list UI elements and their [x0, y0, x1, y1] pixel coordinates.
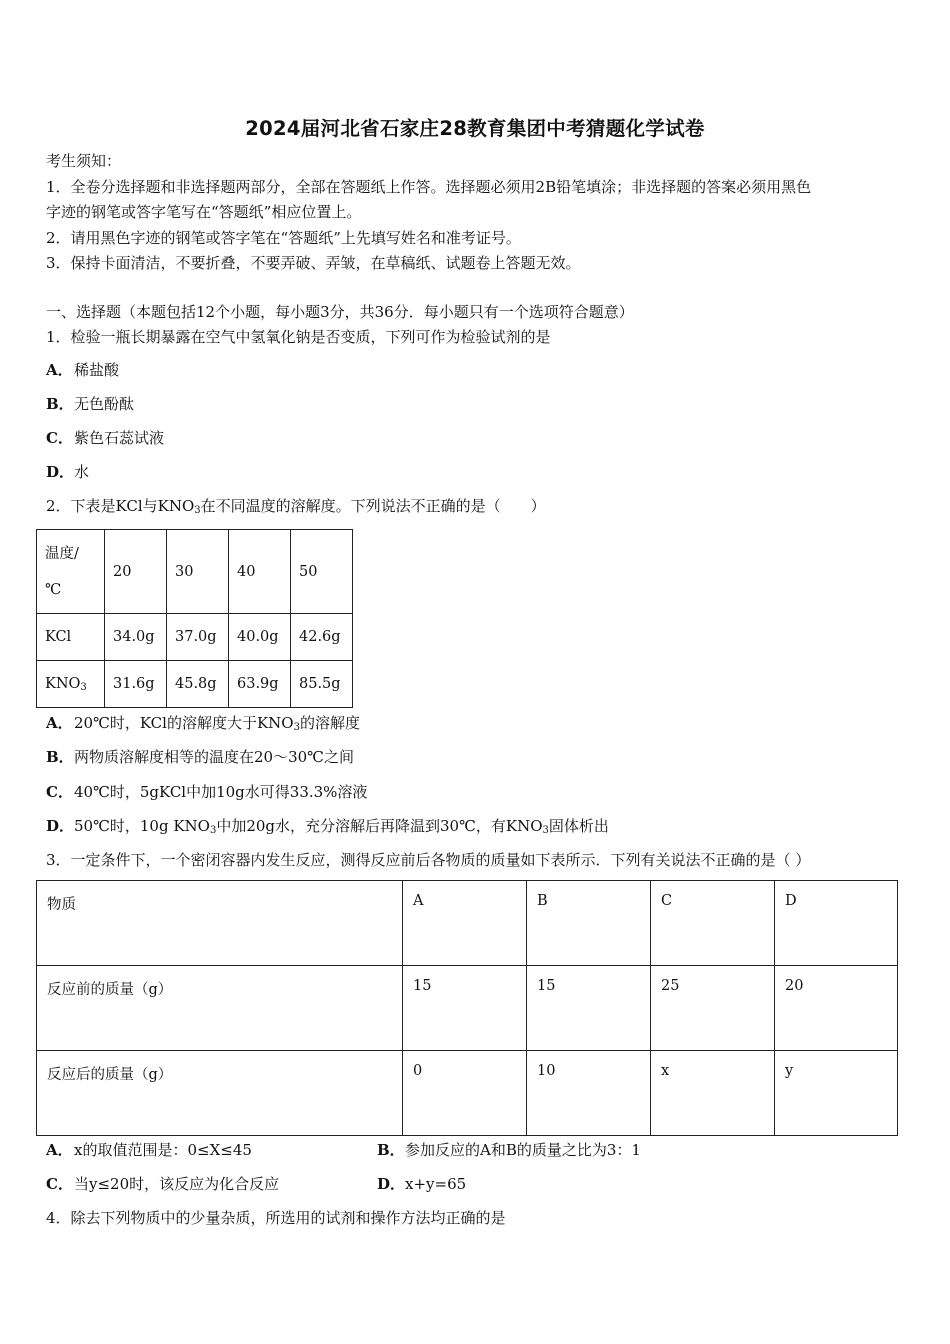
question-2-option-c	[46, 782, 367, 802]
table-row	[37, 1051, 898, 1136]
subscript: 3	[209, 825, 217, 836]
table-cell	[37, 661, 105, 708]
table-cell: 15	[403, 966, 527, 1051]
notice-item: 2．请用黑色字迹的钢笔或答字笔在“答题纸”上先填写姓名和准考证号。	[46, 229, 521, 247]
table-cell: 42.6g	[291, 614, 353, 661]
table-row	[37, 881, 898, 966]
table-cell: y	[775, 1051, 898, 1136]
table-cell: 20	[105, 530, 167, 614]
question-4-stem: 4．除去下列物质中的少量杂质，所选用的试剂和操作方法均正确的是	[46, 1209, 506, 1227]
question-1-option-c	[46, 428, 164, 448]
question-2-option-a	[46, 713, 360, 738]
table-cell: 25	[651, 966, 775, 1051]
option-text: 40℃时，5gKCl中加10g水可得33.3%溶液	[74, 783, 368, 801]
notice-item: 3．保持卡面清洁，不要折叠，不要弄破、弄皱，在草稿纸、试题卷上答题无效。	[46, 254, 581, 272]
option-label: D．	[46, 463, 75, 481]
option-text: 无色酚酞	[74, 395, 135, 413]
header-temp: 温度/	[45, 545, 79, 562]
question-2-stem	[46, 496, 546, 521]
table-cell: 反应后的质量（g）	[37, 1051, 403, 1136]
option-label: A．	[46, 1141, 73, 1159]
table-cell: 50	[291, 530, 353, 614]
question-3-option-a	[46, 1140, 252, 1160]
option-text: 紫色石蕊试液	[74, 429, 165, 447]
stem-part: 在不同温度的溶解度。下列说法不正确的是（ ）	[200, 497, 546, 515]
option-label: C．	[46, 429, 73, 447]
option-text: 稀盐酸	[74, 361, 120, 379]
table-header-cell	[37, 530, 105, 614]
table-cell: 40.0g	[229, 614, 291, 661]
table-cell: 反应前的质量（g）	[37, 966, 403, 1051]
option-label: C．	[46, 783, 73, 801]
option-label: C．	[46, 1175, 73, 1193]
option-label: B．	[46, 748, 74, 766]
notice-item: 字迹的钢笔或答字笔写在“答题纸”相应位置上。	[46, 203, 362, 221]
table-header-cell: A	[403, 881, 527, 966]
question-2-option-d	[46, 816, 609, 841]
option-text: 中加20g水，充分溶解后再降温到30℃，有KNO	[216, 817, 543, 835]
stem-part: 2．下表是KCl与KNO	[46, 497, 195, 515]
table-row	[37, 530, 353, 614]
table-cell: KCl	[37, 614, 105, 661]
option-label: B．	[377, 1141, 405, 1159]
question-1-option-a	[46, 360, 119, 380]
subscript: 3	[80, 681, 87, 693]
table-header-cell: B	[527, 881, 651, 966]
option-label: D．	[377, 1175, 406, 1193]
table-cell: x	[651, 1051, 775, 1136]
option-label: B．	[46, 395, 74, 413]
table-cell: 0	[403, 1051, 527, 1136]
table-cell: 15	[527, 966, 651, 1051]
kno3-label: KNO	[45, 675, 81, 692]
table-header-cell: 物质	[37, 881, 403, 966]
option-label: A．	[46, 714, 73, 732]
option-text: 50℃时，10g KNO	[74, 817, 210, 835]
option-text: x+y=65	[405, 1175, 467, 1193]
table-cell: 34.0g	[105, 614, 167, 661]
subscript: 3	[293, 722, 300, 733]
table-cell: 63.9g	[229, 661, 291, 708]
table-header-cell: C	[651, 881, 775, 966]
table-cell: 31.6g	[105, 661, 167, 708]
subscript: 3	[542, 825, 549, 836]
option-text: 水	[74, 463, 90, 481]
solubility-table	[36, 529, 353, 708]
notice-item: 1．全卷分选择题和非选择题两部分，全部在答题纸上作答。选择题必须用2B铅笔填涂；非选择题的答案必须用黑色	[46, 178, 812, 196]
mass-table	[36, 880, 898, 1136]
page-title: 2024届河北省石家庄28教育集团中考猜题化学试卷	[245, 117, 705, 140]
table-cell: 20	[775, 966, 898, 1051]
subscript: 3	[194, 505, 201, 516]
question-3-option-c	[46, 1174, 279, 1194]
question-2-option-b	[46, 747, 354, 767]
table-cell: 30	[167, 530, 229, 614]
table-cell: 40	[229, 530, 291, 614]
option-text: 参加反应的A和B的质量之比为3：1	[405, 1141, 641, 1159]
option-text: 两物质溶解度相等的温度在20～30℃之间	[74, 748, 354, 766]
question-1-option-d	[46, 462, 89, 482]
table-row	[37, 614, 353, 661]
question-3-stem: 3．一定条件下，一个密闭容器内发生反应，测得反应前后各物质的质量如下表所示．下列有关说法不正确的是（ ）	[46, 851, 811, 869]
table-cell: 85.5g	[291, 661, 353, 708]
table-cell: 45.8g	[167, 661, 229, 708]
table-row	[37, 661, 353, 708]
option-text: 固体析出	[548, 817, 609, 835]
option-text: x的取值范围是：0≤X≤45	[74, 1141, 252, 1159]
question-3-option-d	[377, 1174, 466, 1194]
table-cell: 10	[527, 1051, 651, 1136]
option-text: 20℃时，KCl的溶解度大于KNO	[74, 714, 294, 732]
question-3-option-b	[377, 1140, 641, 1160]
option-text: 的溶解度	[299, 714, 360, 732]
table-row	[37, 966, 898, 1051]
header-unit: ℃	[45, 581, 62, 598]
section-heading: 一、选择题（本题包括12个小题，每小题3分，共36分．每小题只有一个选项符合题意）	[46, 303, 634, 321]
question-1-option-b	[46, 394, 134, 414]
table-header-cell: D	[775, 881, 898, 966]
table-cell: 37.0g	[167, 614, 229, 661]
option-label: A．	[46, 361, 73, 379]
notice-heading: 考生须知：	[46, 152, 122, 170]
option-text: 当y≤20时，该反应为化合反应	[74, 1175, 280, 1193]
question-1-stem: 1．检验一瓶长期暴露在空气中氢氧化钠是否变质，下列可作为检验试剂的是	[46, 328, 551, 346]
option-label: D．	[46, 817, 75, 835]
